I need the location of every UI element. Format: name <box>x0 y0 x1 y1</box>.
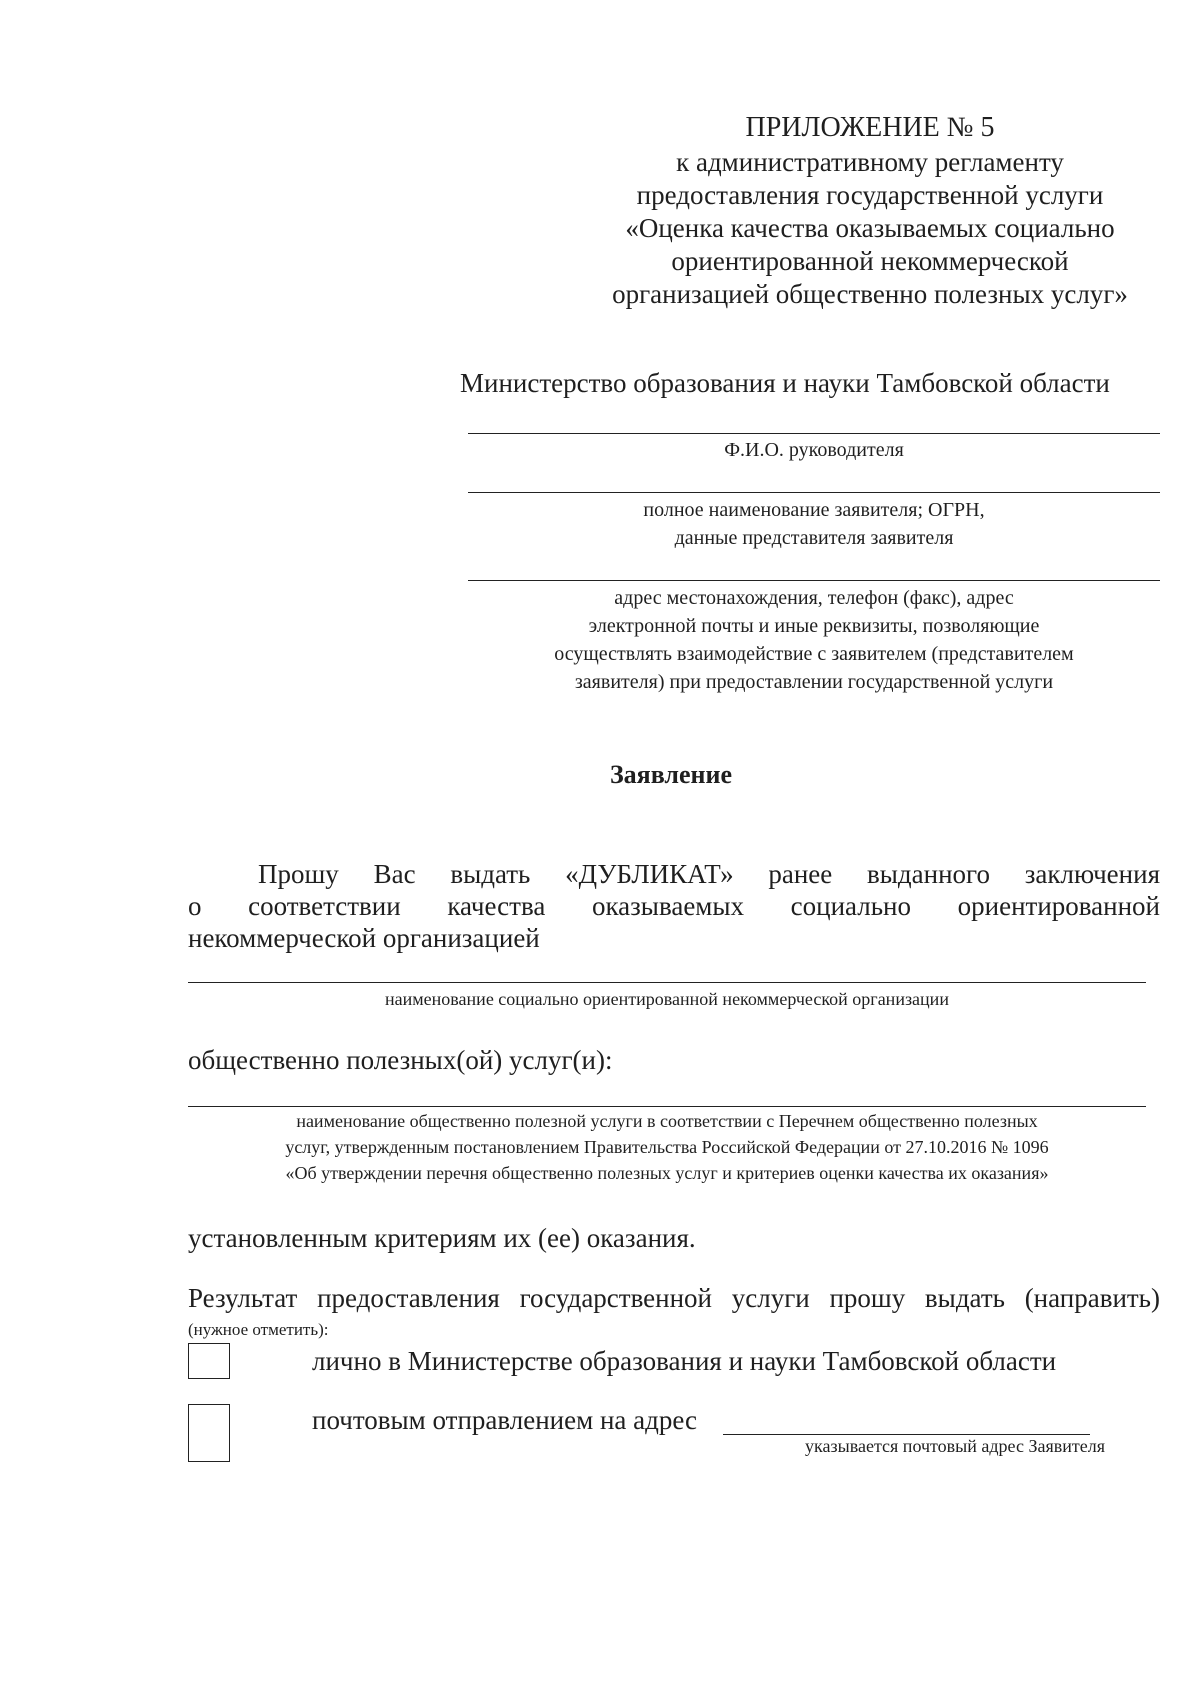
service-name-caption <box>188 1108 1146 1186</box>
caption-line: заявителя) при предоставлении государственной услуги <box>574 671 1054 693</box>
request-text-line1: Прошу Вас выдать «ДУБЛИКАТ» ранее выданного заключения <box>258 859 1160 889</box>
head-name-field[interactable] <box>468 433 1160 434</box>
request-text-line3: некоммерческой организацией <box>188 923 540 953</box>
caption-line: данные представителя заявителя <box>674 527 954 549</box>
subtitle-line: «Оценка качества оказываемых социально <box>625 213 1115 243</box>
applicant-contacts-field[interactable] <box>468 580 1160 581</box>
postal-address-field[interactable] <box>723 1434 1090 1435</box>
appendix-title: ПРИЛОЖЕНИЕ № 5 <box>745 112 995 143</box>
applicant-contacts-caption <box>468 584 1160 696</box>
organization-name-field[interactable] <box>188 982 1146 983</box>
option-in-person-checkbox[interactable] <box>188 1343 230 1379</box>
subtitle-line: ориентированной некоммерческой <box>671 246 1069 276</box>
caption-line: наименование общественно полезной услуги в соответствии с Перечнем общественно полезных <box>296 1111 1038 1131</box>
caption-line: электронной почты и иные реквизиты, позволяющие <box>588 615 1040 637</box>
head-name-caption: Ф.И.О. руководителя <box>724 439 904 461</box>
option-in-person-label: лично в Министерстве образования и науки Тамбовской области <box>312 1346 1057 1376</box>
criteria-text: установленным критериям их (ее) оказания. <box>188 1223 696 1253</box>
caption-line: услуг, утвержденным постановлением Правительства Российской Федерации от 27.10.2016 № 1096 <box>285 1137 1049 1157</box>
services-label: общественно полезных(ой) услуг(и): <box>188 1045 613 1075</box>
result-delivery-text: Результат предоставления государственной услуги прошу выдать (направить) <box>188 1283 1160 1313</box>
option-by-mail-checkbox[interactable] <box>188 1404 230 1462</box>
applicant-name-caption <box>468 496 1160 552</box>
document-title: Заявление <box>609 760 733 789</box>
subtitle-line: организацией общественно полезных услуг» <box>612 279 1128 309</box>
organization-name-caption: наименование социально ориентированной некоммерческой организации <box>385 989 949 1009</box>
service-name-field[interactable] <box>188 1106 1146 1107</box>
postal-address-caption: указывается почтовый адрес Заявителя <box>805 1436 1105 1456</box>
caption-line: «Об утверждении перечня общественно полезных услуг и критериев оценки качества их оказания» <box>285 1163 1049 1183</box>
subtitle-line: к административному регламенту <box>676 147 1064 177</box>
appendix-subtitle <box>580 146 1160 311</box>
result-note: (нужное отметить): <box>188 1320 329 1339</box>
caption-line: осуществлять взаимодействие с заявителем (представителем <box>554 643 1074 665</box>
subtitle-line: предоставления государственной услуги <box>636 180 1104 210</box>
caption-line: адрес местонахождения, телефон (факс), адрес <box>614 587 1014 609</box>
option-by-mail-label: почтовым отправлением на адрес <box>312 1405 697 1435</box>
ministry-name: Министерство образования и науки Тамбовской области <box>460 368 1110 398</box>
request-text-line2: о соответствии качества оказываемых социально ориентированной <box>188 891 1160 921</box>
caption-line: полное наименование заявителя; ОГРН, <box>643 499 985 521</box>
applicant-name-field[interactable] <box>468 492 1160 493</box>
